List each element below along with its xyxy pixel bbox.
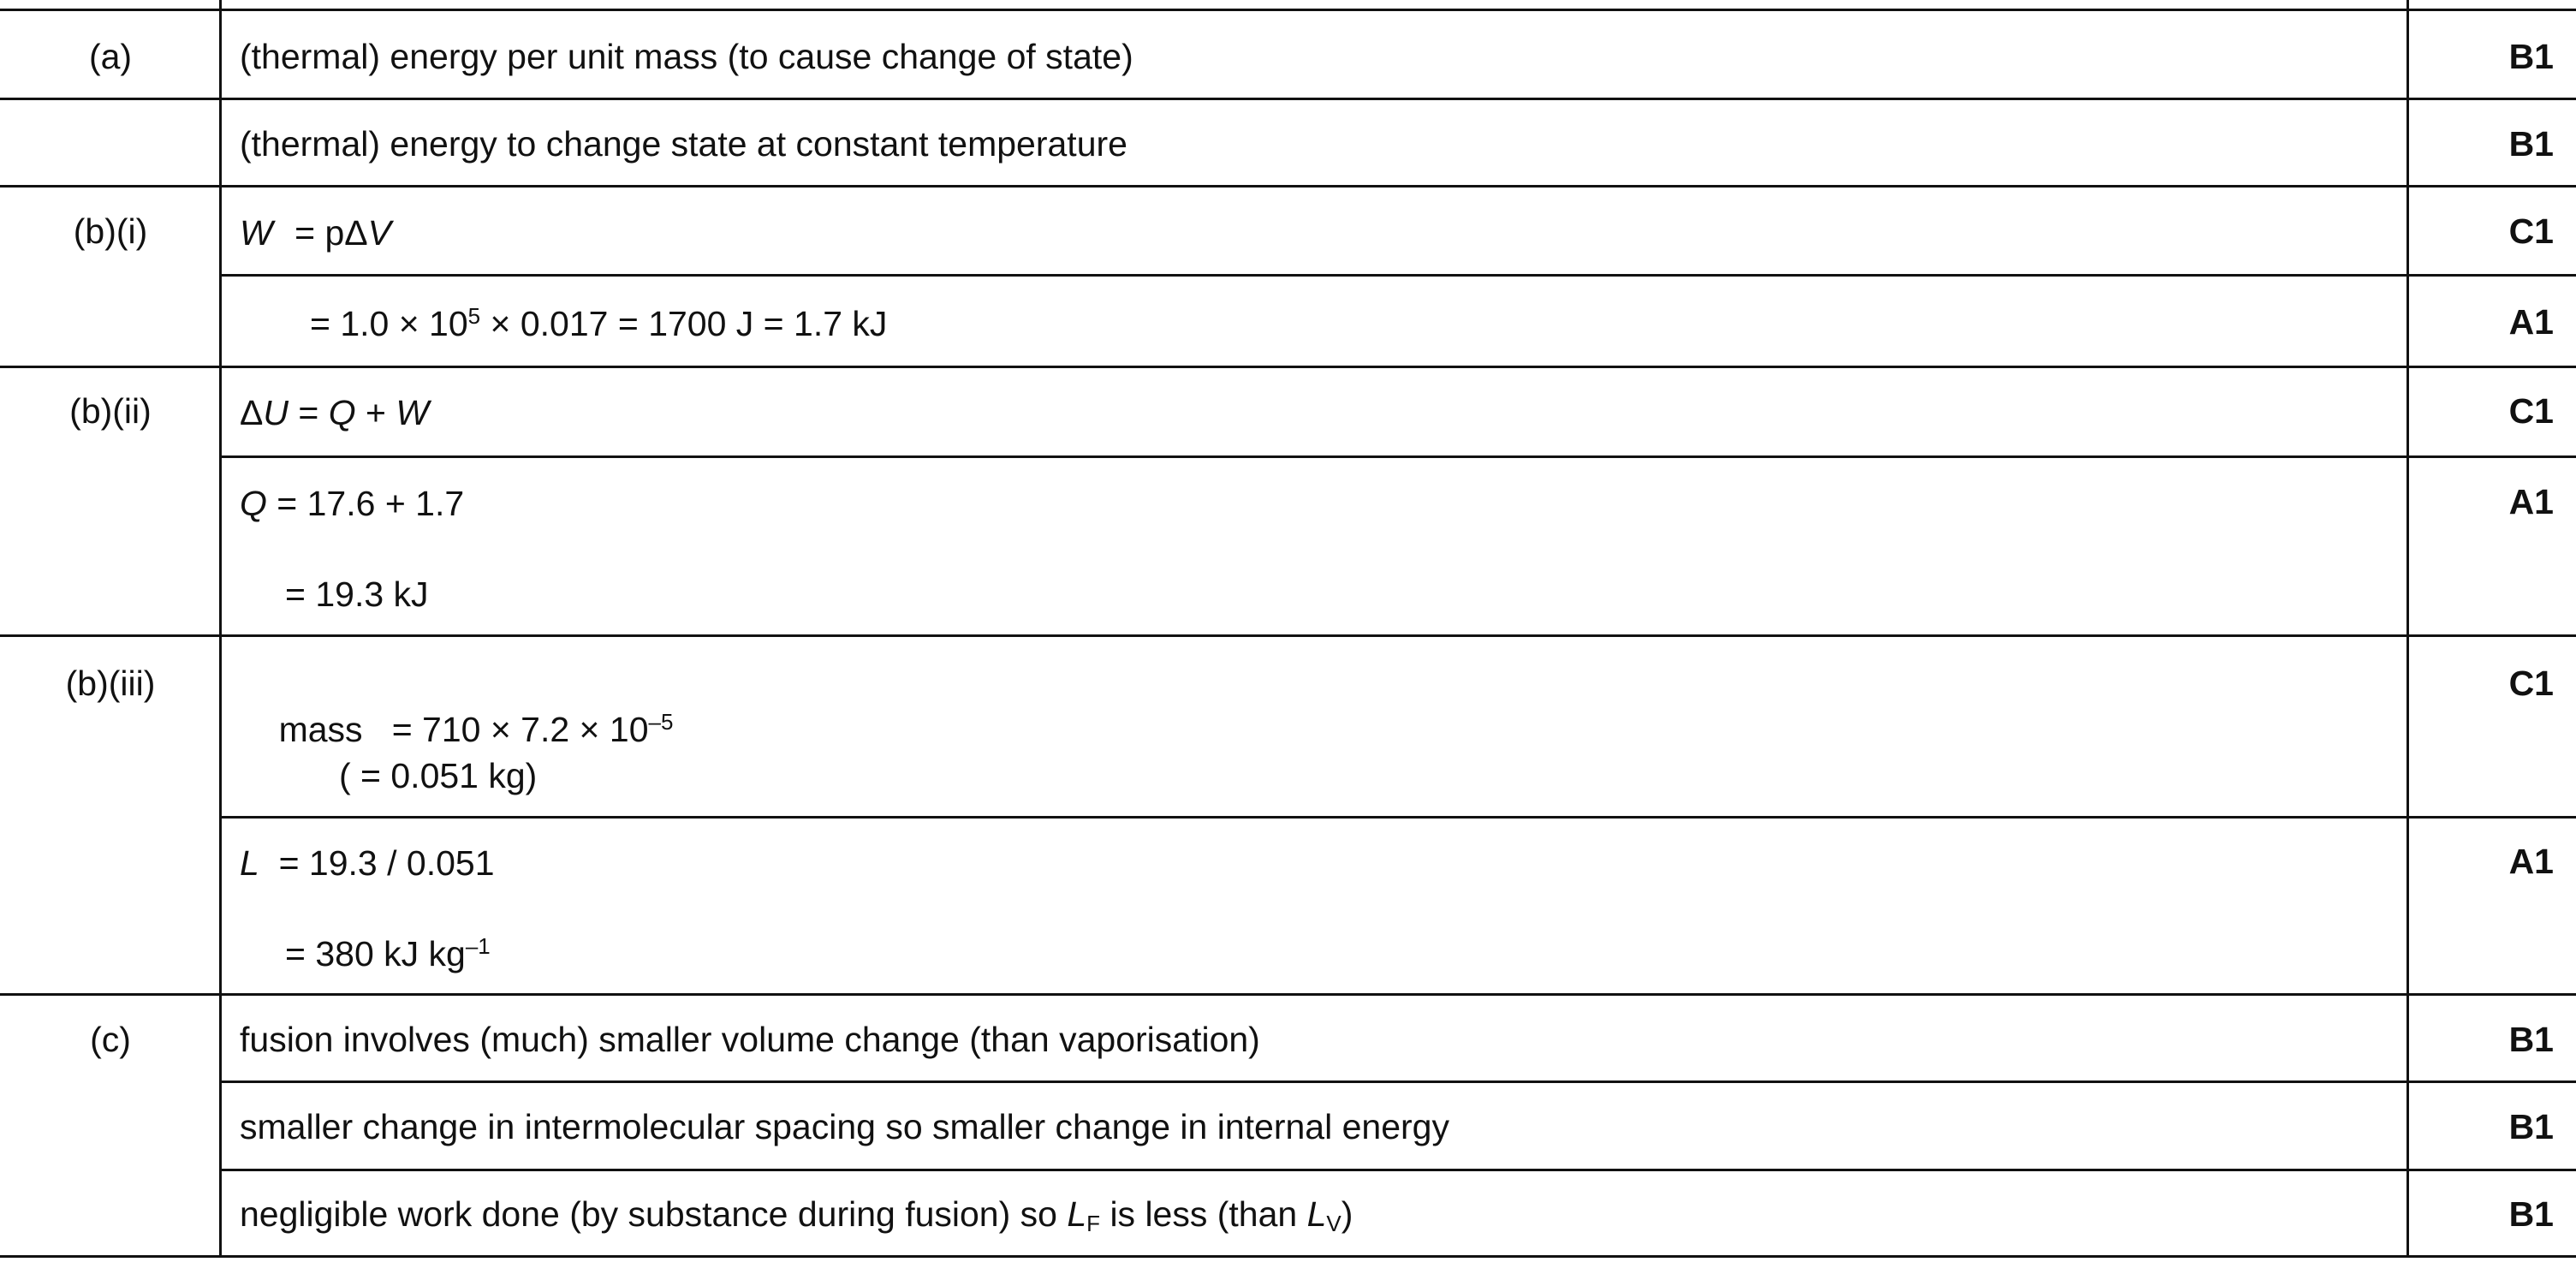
exponent: 5	[467, 303, 481, 329]
variable: L	[240, 843, 259, 883]
row-divider	[219, 816, 2576, 819]
question-label: (b)(i)	[73, 211, 148, 251]
variable: L	[1306, 1194, 1327, 1234]
equation-part: = p	[294, 213, 345, 253]
subscript: V	[1326, 1211, 1342, 1236]
row-divider	[0, 634, 2576, 637]
variable: Q	[240, 484, 267, 523]
row-divider	[0, 366, 2576, 368]
calc-part: mass = 710 × 7.2 × 10	[278, 710, 649, 749]
row-divider	[0, 993, 2576, 996]
calc-part: = 1.0 × 10	[310, 304, 468, 343]
answer-text: fusion involves (much) smaller volume change (than vaporisation)	[240, 1020, 1260, 1059]
text-part: )	[1341, 1194, 1353, 1234]
mark-code: B1	[2508, 124, 2554, 164]
equation-part: =	[289, 393, 329, 432]
calc-part: × 0.017 = 1700 J = 1.7 kJ	[480, 304, 888, 343]
heat-calculation	[240, 481, 464, 526]
mass-result: ( = 0.051 kg)	[339, 756, 538, 795]
answer-text: (thermal) energy per unit mass (to cause change of state)	[240, 37, 1133, 76]
mark-code: C1	[2508, 664, 2554, 703]
row-divider	[219, 455, 2576, 458]
question-label: (b)(iii)	[65, 664, 156, 703]
row-divider	[0, 185, 2576, 188]
work-equation	[240, 211, 391, 255]
work-calculation	[310, 301, 887, 346]
delta-symbol: Δ	[240, 393, 264, 432]
variable: W	[240, 213, 273, 253]
row-divider	[219, 1080, 2576, 1083]
column-divider	[2406, 0, 2409, 1258]
answer-text	[240, 1192, 1353, 1236]
column-divider	[219, 0, 222, 1258]
mark-code: C1	[2508, 211, 2554, 251]
answer-text: (thermal) energy to change state at constant temperature	[240, 124, 1127, 164]
latent-heat-calculation	[240, 841, 495, 885]
heat-result: = 19.3 kJ	[285, 574, 429, 614]
question-label: (b)(ii)	[69, 391, 152, 431]
text-part: is less (than	[1100, 1194, 1307, 1234]
calc-part: = 19.3 / 0.051	[259, 843, 495, 883]
mark-code: C1	[2508, 391, 2554, 431]
question-label: (a)	[88, 37, 133, 76]
first-law-equation	[240, 390, 429, 435]
row-divider	[0, 1255, 2576, 1258]
latent-heat-result	[285, 932, 491, 976]
mark-code: A1	[2508, 842, 2554, 881]
equation-part: +	[355, 393, 396, 432]
text-part: negligible work done (by substance during fusion) so	[240, 1194, 1068, 1234]
variable: Q	[328, 393, 356, 432]
answer-text: smaller change in intermolecular spacing so smaller change in internal energy	[240, 1107, 1449, 1146]
variable: L	[1067, 1194, 1087, 1234]
row-divider	[219, 1169, 2576, 1171]
row-divider	[0, 98, 2576, 100]
mark-code: B1	[2508, 1194, 2554, 1234]
variable: W	[396, 393, 430, 432]
exponent: –5	[648, 709, 674, 735]
calc-part: = 380 kJ kg	[285, 934, 466, 973]
mark-code: A1	[2508, 302, 2554, 342]
delta-symbol: Δ	[344, 213, 368, 253]
mark-code: B1	[2508, 1107, 2554, 1146]
variable: U	[263, 393, 289, 432]
mark-code: B1	[2508, 37, 2554, 76]
variable: V	[367, 213, 391, 253]
row-divider	[0, 9, 2576, 11]
calc-part: = 17.6 + 1.7	[266, 484, 465, 523]
mark-code: A1	[2508, 482, 2554, 521]
row-divider	[219, 274, 2576, 277]
exponent: –1	[465, 933, 491, 959]
question-label: (c)	[90, 1020, 131, 1059]
subscript: F	[1086, 1211, 1101, 1236]
mark-code: B1	[2508, 1020, 2554, 1059]
